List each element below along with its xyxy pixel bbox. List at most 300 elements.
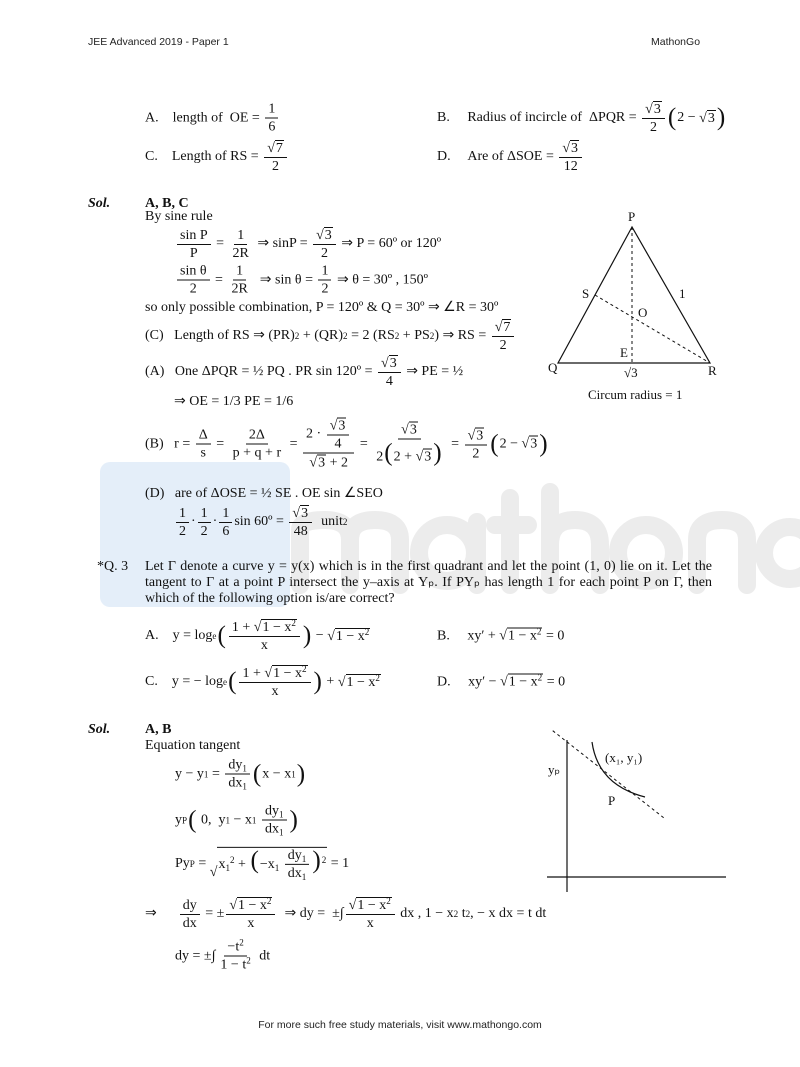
- parenthesis: ): [716, 104, 726, 132]
- math-text: −: [312, 628, 328, 643]
- denominator: [198, 445, 209, 461]
- superscript: 2: [301, 664, 307, 674]
- part-b: [145, 418, 549, 471]
- subscript: 1: [225, 863, 230, 874]
- math-text: dx , 1 − x: [396, 906, 454, 921]
- denominator: [265, 119, 278, 135]
- math-text: dy: [182, 897, 197, 913]
- math-text: [279, 857, 283, 872]
- math-text: , − x dx = t dt: [470, 906, 547, 921]
- denominator: [332, 436, 345, 452]
- equation-sine-theta: [175, 264, 428, 297]
- solution-label-2: Sol.: [88, 722, 111, 737]
- numerator: [398, 422, 421, 440]
- denominator: [318, 245, 331, 261]
- math-text: dy: [228, 757, 243, 773]
- radicand: [707, 110, 716, 127]
- radicand: [317, 455, 326, 471]
- math-text: 2 ·: [306, 426, 325, 442]
- fraction: [230, 228, 252, 261]
- radicand: [570, 140, 579, 156]
- math-text: 2: [200, 523, 208, 539]
- radicand: [529, 436, 538, 453]
- denominator: [228, 281, 250, 297]
- radicand: [502, 319, 511, 335]
- math-text: t: [458, 906, 466, 921]
- square-root: [254, 619, 297, 635]
- math-text: 3: [409, 422, 417, 438]
- fraction: [264, 140, 287, 174]
- denominator: [306, 454, 351, 471]
- math-text: sin 60º =: [234, 514, 288, 529]
- parenthesis: (: [250, 846, 259, 874]
- math-text: 3: [707, 110, 715, 126]
- math-text: 1 − t: [220, 957, 247, 973]
- subscript: 1: [278, 809, 284, 820]
- math-text: 1 − x: [238, 898, 267, 913]
- math-text: ·: [212, 514, 218, 529]
- fraction: [177, 228, 211, 261]
- question-text: Let Γ denote a curve y = y(x) which is in the first quadrant and let the point (1, 0) lie on it. Let the tangent to Γ at a point P intersect the y–axis at Yₚ. If PYₚ has length 1 for each point P on Γ, then which of the following option is/are correct?: [145, 559, 712, 606]
- math-text: 1 − x: [273, 666, 302, 681]
- fraction: [346, 897, 395, 931]
- radical-sign: √: [264, 666, 273, 681]
- math-text: −t: [227, 939, 240, 955]
- math-text: 7: [275, 141, 283, 156]
- radical-sign: √: [521, 436, 530, 452]
- square-root: [500, 674, 543, 691]
- math-text: = ±: [201, 906, 225, 921]
- radical-sign: √: [309, 455, 318, 471]
- parenthesis: (: [490, 430, 499, 458]
- label-side-pr: 1: [679, 286, 686, 301]
- fraction: [176, 506, 189, 539]
- math-text: =: [286, 436, 302, 451]
- denominator: [497, 337, 510, 353]
- math-text: 2Δ: [248, 427, 265, 443]
- q3-option-b: [437, 628, 564, 645]
- radical-sign: √: [209, 865, 218, 881]
- math-text: + 2: [326, 455, 348, 471]
- option-a: [145, 102, 280, 135]
- superscript: 2: [321, 854, 327, 865]
- math-text: x: [366, 916, 374, 931]
- math-text: 4: [385, 374, 393, 389]
- math-text: − x: [230, 812, 252, 827]
- numerator: [226, 897, 275, 915]
- radical-sign: √: [348, 898, 357, 913]
- math-text: =: [447, 436, 463, 451]
- square-root: [229, 897, 272, 913]
- radicand: [508, 674, 543, 691]
- math-text: x: [271, 684, 279, 699]
- parenthesis: ): [313, 668, 322, 696]
- math-text: =: [194, 856, 210, 871]
- numerator: [265, 102, 278, 119]
- subscript: 1: [274, 863, 280, 874]
- parenthesis: ): [302, 622, 312, 650]
- part-a: [145, 355, 463, 389]
- curve-diagram: [540, 730, 730, 895]
- square-root: [645, 101, 662, 117]
- fraction: [373, 422, 445, 466]
- fraction: [180, 898, 200, 931]
- part-d: (D) are of ΔOSE = ½ SE . OE sin ∠SEO: [145, 486, 383, 501]
- radicand: [217, 847, 327, 881]
- superscript: 2: [364, 626, 370, 637]
- label-e: E: [620, 345, 628, 360]
- square-root: [210, 847, 328, 881]
- superscript: 2: [536, 626, 542, 637]
- triangle-diagram: [540, 205, 730, 405]
- denominator: [469, 445, 482, 461]
- label-yp: yₚ: [548, 762, 561, 777]
- question-number: *Q. 3: [97, 559, 129, 574]
- fraction: [642, 101, 665, 135]
- math-text: ·: [191, 514, 196, 529]
- tangent-equation: y − y 1 = $\frac{dy_1}{dx_1}$ ( x − x 1 ): [175, 757, 306, 792]
- parenthesis: ): [296, 760, 306, 788]
- math-text: sin P: [180, 227, 208, 243]
- math-text: 1 − x: [262, 620, 292, 635]
- fraction: [559, 140, 582, 174]
- math-text: 1 − x: [357, 898, 387, 913]
- part-c: (C) Length of RS ⇒ (PR) 2 + (QR) 2 = 2 (RS 2 + PS 2 ) ⇒ RS = √ 7 2: [145, 319, 516, 353]
- square-root: [292, 505, 309, 521]
- triangle-pqr: [558, 227, 710, 363]
- math-text: dt: [255, 948, 271, 963]
- math-text: A. y = log: [145, 628, 213, 643]
- math-text: y: [175, 812, 182, 827]
- fraction: [219, 506, 232, 539]
- radicand: [300, 505, 309, 521]
- math-text: 2 −: [677, 110, 700, 125]
- numerator: [264, 140, 287, 158]
- numerator: [177, 264, 210, 281]
- radical-sign: √: [316, 228, 324, 243]
- math-text: 1 +: [242, 666, 265, 681]
- math-text: dy: [287, 848, 302, 864]
- math-text: + (QR): [299, 328, 344, 343]
- denominator: [647, 119, 660, 135]
- math-text: C. y = − log: [145, 674, 224, 689]
- radical-sign: √: [253, 620, 262, 635]
- header-title: JEE Advanced 2019 - Paper 1: [88, 36, 229, 48]
- math-text: 1: [237, 227, 245, 243]
- label-point-x1y1: (x₁, y₁): [605, 750, 643, 765]
- radical-sign: √: [645, 102, 653, 117]
- math-text: dy: [264, 803, 279, 819]
- math-text: 3: [389, 356, 397, 371]
- fraction: [378, 355, 401, 389]
- subscript: 1: [301, 854, 307, 865]
- radical-sign: √: [337, 674, 346, 690]
- part-d-result: $\frac{1}{2}$ · $\frac{1}{2}$ · $\frac{1}{6}$ sin 60º = √ 3 48 unit 2: [174, 505, 347, 539]
- denominator: [383, 373, 396, 389]
- denominator: [318, 281, 331, 297]
- math-text: 1: [268, 101, 276, 117]
- math-text: 2: [376, 449, 384, 465]
- square-root: [495, 319, 512, 335]
- denominator: [225, 775, 250, 791]
- math-text: ⇒: [145, 906, 178, 921]
- denominator: [373, 440, 445, 466]
- math-text: dx: [228, 775, 243, 791]
- radicand: [653, 101, 662, 117]
- math-text: Py: [175, 856, 190, 871]
- math-text: P: [189, 245, 198, 261]
- denominator: [187, 245, 201, 261]
- integral-substitution: [175, 937, 271, 973]
- numerator: [229, 619, 300, 637]
- parenthesis: (: [217, 622, 226, 650]
- numerator: [239, 665, 310, 683]
- math-text: 3: [324, 228, 332, 243]
- radical-sign: √: [500, 674, 508, 690]
- fraction: [230, 428, 284, 461]
- math-text: (C) Length of RS ⇒ (PR): [145, 328, 295, 343]
- radicand: [272, 665, 307, 681]
- denominator: [285, 865, 310, 881]
- radicand: [389, 355, 398, 371]
- denominator: [198, 523, 211, 539]
- math-text: ) ⇒ RS =: [434, 328, 490, 343]
- numerator: [219, 506, 232, 523]
- square-root: [338, 674, 381, 691]
- radical-sign: √: [562, 141, 571, 156]
- math-text: 2 −: [499, 436, 522, 451]
- label-side-qr: √3: [624, 365, 638, 380]
- denominator: [230, 245, 252, 261]
- fraction: [198, 506, 211, 539]
- differential-equation: ⇒ $\frac{dy}{dx}$ = ± √ $1 - x^2$ x ⇒ dy = ±∫ √ $1 - x^2$ x dx , 1 − x 2 t 2 , − x dx = t dt: [145, 896, 547, 931]
- numerator: [465, 427, 488, 445]
- fraction: [262, 804, 287, 837]
- square-root: [309, 455, 326, 471]
- math-text: 2: [179, 523, 186, 539]
- fraction: [492, 319, 515, 353]
- option-b: [437, 101, 726, 135]
- yp-point: y P ( 0, y 1 − x 1 $\frac{dy_1}{dx_1}$ ): [175, 803, 298, 838]
- radicand: [261, 619, 296, 635]
- denominator: [262, 821, 287, 837]
- subscript: 1: [242, 763, 247, 774]
- math-text: ⇒ PE = ½: [402, 364, 464, 379]
- math-text: 2: [189, 281, 197, 297]
- math-text: 2: [272, 159, 280, 174]
- fraction: [196, 428, 211, 461]
- fraction: [229, 619, 300, 653]
- math-text: 12: [563, 159, 578, 174]
- numerator: [318, 264, 331, 281]
- label-r: R: [708, 363, 717, 378]
- watermark-glyph-g: [764, 527, 800, 579]
- label-q: Q: [548, 360, 558, 375]
- math-text: unit: [314, 514, 343, 529]
- numerator: [378, 355, 401, 373]
- q3-option-c: C. y = − log e ( 1 + √ $1 - x^2$ x ) + √ $1 - x^2$: [145, 664, 380, 699]
- pyp-length: Py P = √ $x_1^2 + (-x_1$ $\frac{dy_1}{dx_1}$ )$^2$ = 1: [175, 846, 350, 883]
- combination-text: so only possible combination, P = 120º & Q = 30º ⇒ ∠R = 30º: [145, 300, 499, 315]
- math-text: dx: [264, 821, 279, 837]
- math-text: 2R: [232, 245, 249, 261]
- q3-option-a: A. y = log e ( 1 + √ $1 - x^2$ x ) − √ $1 - x^2$: [145, 618, 370, 653]
- math-text: ⇒ P = 60º or 120º: [337, 236, 442, 251]
- superscript: 2: [375, 672, 380, 683]
- parenthesis: ): [289, 806, 298, 834]
- math-text: 1 − x: [507, 628, 537, 644]
- math-text: =: [208, 766, 224, 781]
- fraction: [289, 505, 312, 539]
- label-p: P: [628, 209, 636, 224]
- numerator: [180, 898, 200, 915]
- numerator: [176, 506, 189, 523]
- math-text: 6: [222, 523, 230, 539]
- math-text: −x: [259, 856, 275, 872]
- math-text: s: [200, 445, 206, 461]
- math-text: 2: [321, 281, 329, 297]
- radicand: [335, 628, 370, 645]
- math-text: x: [247, 916, 255, 931]
- math-text: ⇒ θ = 30º , 150º: [333, 272, 428, 287]
- denominator: [244, 915, 257, 931]
- numerator: [559, 140, 582, 158]
- parenthesis: (: [252, 760, 262, 788]
- math-text: x: [218, 856, 226, 872]
- denominator: [230, 445, 284, 461]
- parenthesis: (: [384, 439, 393, 467]
- square-root: [699, 110, 716, 127]
- superscript: 2: [291, 618, 296, 628]
- denominator: [291, 523, 311, 539]
- numerator: [327, 418, 350, 436]
- denominator: [187, 281, 200, 297]
- parenthesis: (: [188, 806, 197, 834]
- square-root: [316, 227, 333, 243]
- solution-label: Sol.: [88, 196, 111, 211]
- math-text: (A) One ΔPQR = ½ PQ . PR sin 120º =: [145, 364, 376, 379]
- math-text: 1: [222, 505, 230, 521]
- numerator: [262, 804, 287, 821]
- subscript: 1: [278, 827, 284, 838]
- radical-sign: √: [401, 422, 409, 438]
- numerator: [246, 428, 268, 445]
- option-c: [145, 140, 289, 174]
- radicand: [275, 140, 284, 156]
- radicand: [337, 418, 346, 434]
- median-rs: [595, 295, 710, 363]
- math-text: 1 − x: [508, 674, 538, 690]
- parenthesis: ): [539, 430, 548, 458]
- numerator: [198, 506, 211, 523]
- fraction: [217, 937, 253, 973]
- math-text: 3: [530, 436, 538, 452]
- denominator: [176, 523, 189, 539]
- fraction: [226, 897, 275, 931]
- subscript: 1: [301, 872, 307, 883]
- numerator: [234, 228, 247, 245]
- radicand: [409, 422, 418, 438]
- math-text: dy = ±∫: [175, 948, 216, 963]
- math-text: + PS: [399, 328, 430, 343]
- math-text: 1 +: [231, 620, 254, 635]
- solution-answer-2: A, B: [145, 722, 172, 737]
- parenthesis: (: [667, 104, 677, 132]
- parenthesis: ): [312, 846, 321, 874]
- superscript: 2: [246, 955, 251, 966]
- equation-sine-p: [175, 227, 441, 261]
- denominator: [561, 158, 581, 174]
- math-text: =: [211, 272, 227, 287]
- fraction: [228, 264, 250, 297]
- math-text: 2R: [231, 281, 248, 297]
- math-text: 2: [320, 246, 328, 261]
- math-text: 3: [338, 418, 346, 434]
- label-o: O: [638, 305, 648, 320]
- radical-sign: √: [381, 356, 389, 371]
- math-text: 2: [650, 120, 658, 135]
- radicand: [356, 897, 391, 913]
- math-text: (B) r =: [145, 436, 194, 451]
- math-text: 2: [499, 338, 507, 353]
- math-text: 1 − x: [346, 674, 376, 690]
- math-text: 6: [268, 119, 276, 135]
- square-root: [401, 422, 418, 438]
- math-text: 48: [293, 524, 308, 539]
- solution-intro: By sine rule: [145, 209, 213, 224]
- solution-intro-2: Equation tangent: [145, 738, 241, 753]
- fraction: [285, 848, 310, 881]
- radical-sign: √: [467, 428, 476, 443]
- math-text: 1: [179, 505, 186, 521]
- numerator: [285, 848, 310, 865]
- math-text: 3: [301, 506, 309, 521]
- math-text: +: [234, 856, 250, 872]
- square-root: [499, 628, 542, 645]
- fraction: [318, 264, 331, 297]
- math-text: dx: [182, 915, 197, 931]
- numerator: [492, 319, 515, 337]
- fraction: [177, 264, 210, 297]
- math-text: 1: [200, 505, 208, 521]
- numerator: [224, 937, 246, 957]
- denominator: [217, 957, 253, 973]
- numerator: [289, 505, 312, 523]
- math-text: C. Length of RS =: [145, 149, 263, 164]
- math-text: 1: [321, 263, 329, 279]
- parenthesis: (: [228, 668, 237, 696]
- fraction: [313, 227, 336, 261]
- radical-sign: √: [699, 110, 707, 126]
- header-brand: MathonGo: [651, 36, 701, 48]
- fraction: [465, 427, 488, 461]
- label-s: S: [582, 286, 590, 301]
- math-text: = 2 (RS: [347, 328, 395, 343]
- square-root: [562, 140, 579, 156]
- math-text: 3: [318, 455, 326, 471]
- math-text: D. Are of ΔSOE =: [437, 149, 558, 164]
- radical-sign: √: [327, 628, 335, 644]
- q3-option-d: [437, 674, 565, 691]
- math-text: B. xy′ +: [437, 628, 500, 643]
- square-root: [468, 427, 485, 443]
- fraction: [265, 102, 278, 135]
- footer-text: For more such free study materials, visit www.mathongo.com: [258, 1019, 542, 1031]
- math-text: sin θ: [180, 263, 207, 279]
- numerator: [225, 758, 250, 775]
- math-text: ⇒ sinP =: [253, 236, 312, 251]
- radical-sign: √: [292, 506, 301, 521]
